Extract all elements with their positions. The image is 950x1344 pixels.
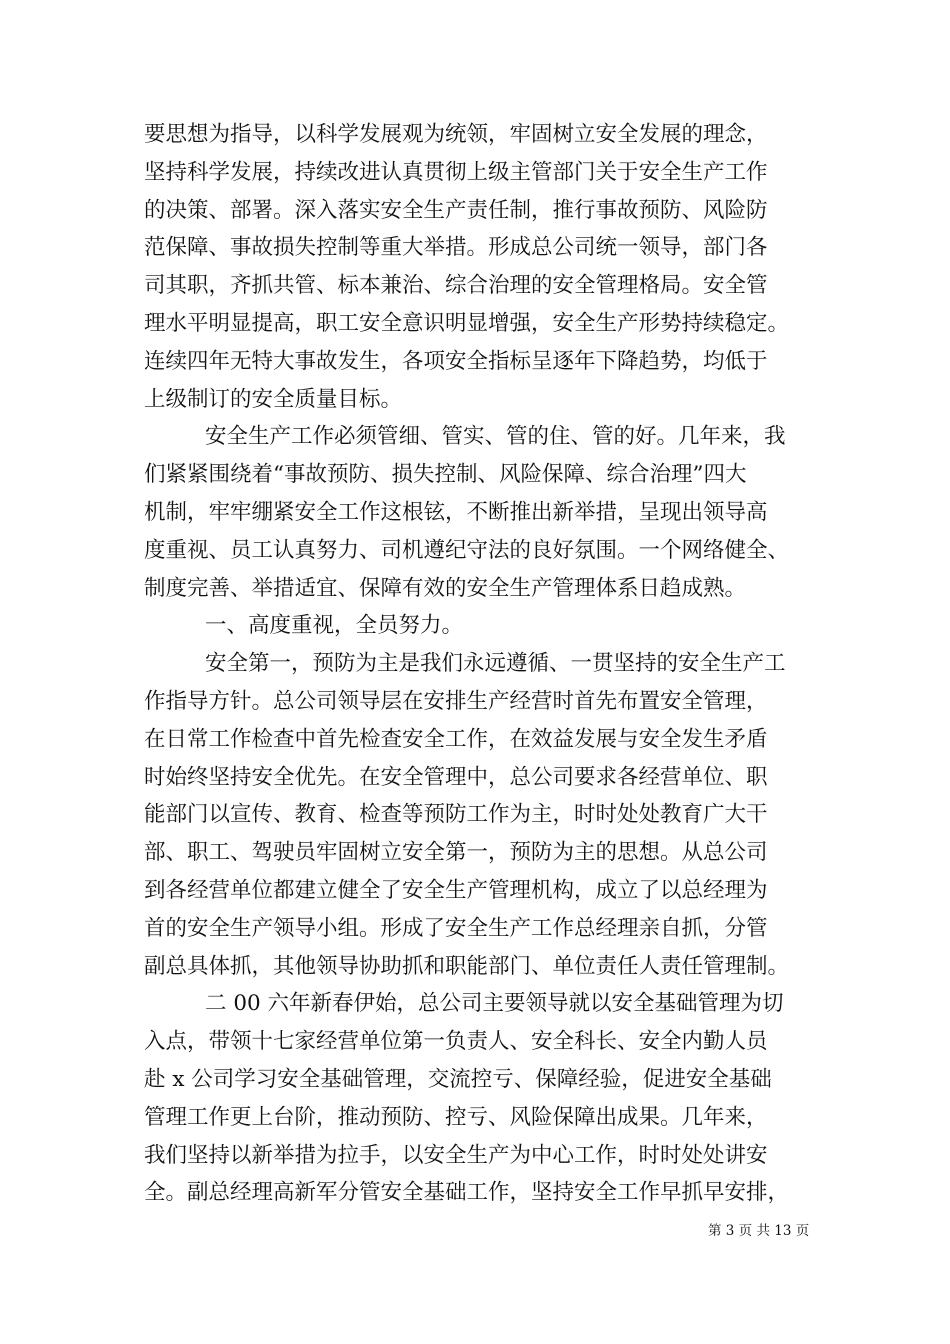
text-line: 度重视、员工认真努力、司机遵纪守法的良好氛围。一个网络健全、	[144, 537, 790, 563]
paragraph	[144, 418, 824, 607]
text-line: 到各经营单位都建立健全了安全生产管理机构，成立了以总经理为	[144, 877, 768, 903]
text-line: 安全第一，预防为主是我们永远遵循、一贯坚持的安全生产工	[205, 651, 786, 677]
text-line: 们紧紧围绕着“事故预防、损失控制、风险保障、综合治理”四大	[144, 462, 747, 488]
text-line: 作指导方针。总公司领导层在安排生产经营时首先布置安全管理，	[144, 688, 768, 714]
paragraph	[144, 645, 824, 985]
text-line: 首的安全生产领导小组。形成了安全生产工作总经理亲自抓，分管	[144, 915, 768, 941]
text-line: 能部门以宣传、教育、检查等预防工作为主，时时处处教育广大干	[144, 802, 768, 828]
text-line: 二 00 六年新春伊始，总公司主要领导就以安全基础管理为切	[205, 991, 784, 1017]
document-body	[144, 116, 824, 1212]
text-line: 坚持科学发展，持续改进认真贯彻上级主管部门关于安全生产工作	[144, 159, 768, 185]
text-line: 全。副总经理高新军分管安全基础工作，坚持安全工作早抓早安排，	[144, 1180, 790, 1206]
text-line: 的决策、部署。深入落实安全生产责任制，推行事故预防、风险防	[144, 197, 768, 223]
text-line: 范保障、事故损失控制等重大举措。形成总公司统一领导，部门各	[144, 235, 768, 261]
page-number: 第 3 页 共 13 页	[708, 1223, 810, 1239]
text-line: 赴 x 公司学习安全基础管理，交流控亏、保障经验，促进安全基础	[144, 1066, 772, 1092]
text-line: 在日常工作检查中首先检查安全工作，在效益发展与安全发生矛盾	[144, 726, 768, 752]
text-line: 入点，带领十七家经营单位第一负责人、安全科长、安全内勤人员	[144, 1029, 768, 1055]
text-line: 司其职，齐抓共管、标本兼治、综合治理的安全管理格局。安全管	[144, 273, 768, 299]
text-line: 制度完善、举措适宜、保障有效的安全生产管理体系日趋成熟。	[144, 575, 747, 601]
text-line: 上级制订的安全质量目标。	[144, 386, 403, 412]
text-line: 理水平明显提高，职工安全意识明显增强，安全生产形势持续稳定。	[144, 310, 790, 336]
text-line: 机制，牢牢绷紧安全工作这根铉，不断推出新举措，呈现出领导高	[144, 499, 768, 525]
text-line: 时始终坚持安全优先。在安全管理中，总公司要求各经营单位、职	[144, 764, 768, 790]
text-line: 部、职工、驾驶员牢固树立安全第一，预防为主的思想。从总公司	[144, 840, 768, 866]
text-line: 管理工作更上台阶，推动预防、控亏、风险保障出成果。几年来，	[144, 1104, 768, 1130]
text-line: 要思想为指导，以科学发展观为统领，牢固树立安全发展的理念，	[144, 122, 768, 147]
text-line: 连续四年无特大事故发生，各项安全指标呈逐年下降趋势，均低于	[144, 348, 768, 374]
paragraph	[144, 116, 824, 418]
section-heading	[144, 607, 824, 645]
paragraph	[144, 985, 824, 1212]
text-line: 我们坚持以新举措为拉手，以安全生产为中心工作，时时处处讲安	[144, 1142, 768, 1168]
text-line: 副总具体抓，其他领导协助抓和职能部门、单位责任人责任管理制。	[144, 953, 790, 979]
text-line: 一、高度重视，全员努力。	[205, 613, 464, 639]
text-line: 安全生产工作必须管细、管实、管的住、管的好。几年来，我	[205, 424, 786, 450]
